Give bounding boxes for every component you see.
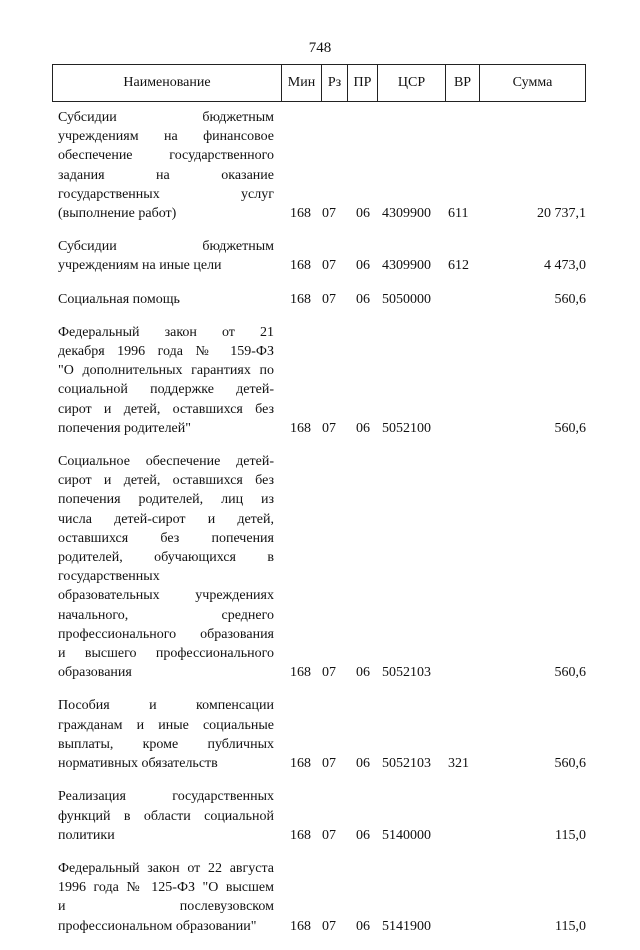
cell-csr: 4309900: [382, 258, 431, 274]
row-codes: [58, 754, 586, 773]
cell-min: 168: [290, 258, 311, 274]
table-header: [52, 64, 586, 102]
row-codes: [58, 290, 586, 309]
cell-min: 168: [290, 827, 311, 843]
cell-rz: 07: [322, 291, 336, 307]
row-name-line: сирот и детей, оставшихся без: [58, 401, 274, 417]
cell-csr: 5140000: [382, 827, 431, 843]
cell-min: 168: [290, 756, 311, 772]
row-name-line: государственных: [58, 569, 160, 585]
row-codes: [58, 917, 586, 936]
cell-sum: 4 473,0: [544, 258, 586, 274]
cell-sum: 560,6: [554, 291, 586, 307]
row-codes: [58, 204, 586, 223]
cell-csr: 5050000: [382, 291, 431, 307]
cell-csr: 5052100: [382, 420, 431, 436]
cell-vr: 321: [448, 756, 469, 772]
row-name-line: (выполнение работ): [58, 206, 177, 222]
row-codes: [58, 419, 586, 438]
row-name-line: 1996 года № 125-ФЗ "О высшем: [58, 880, 274, 896]
row-name-line: выплаты, кроме публичных: [58, 736, 274, 752]
row-name-line: образовательных учреждениях: [58, 588, 274, 604]
row-name-line: и послевузовском: [58, 899, 274, 915]
table-row: [58, 108, 586, 223]
table-row: [58, 787, 586, 845]
table-row: [58, 859, 586, 936]
header-pr: ПР: [348, 65, 378, 101]
cell-rz: 07: [322, 665, 336, 681]
row-name-line: политики: [58, 827, 115, 843]
cell-pr: 06: [356, 665, 370, 681]
header-min: Мин: [282, 65, 322, 101]
row-name-line: Федеральный закон от 22 августа: [58, 860, 274, 876]
cell-rz: 07: [322, 206, 336, 222]
row-name-line: Социальная помощь: [58, 291, 180, 307]
cell-sum: 20 737,1: [537, 206, 586, 222]
row-codes: [58, 663, 586, 682]
cell-min: 168: [290, 291, 311, 307]
cell-pr: 06: [356, 291, 370, 307]
row-name-line: Реализация государственных: [58, 789, 274, 805]
cell-pr: 06: [356, 827, 370, 843]
row-name-line: профессиональном образовании": [58, 918, 257, 934]
header-name: Наименование: [53, 65, 282, 101]
table-body: [58, 108, 586, 950]
cell-rz: 07: [322, 918, 336, 934]
table-row: [58, 452, 586, 682]
cell-pr: 06: [356, 918, 370, 934]
row-name-line: Субсидии бюджетным: [58, 110, 274, 125]
cell-pr: 06: [356, 420, 370, 436]
row-name-line: обеспечение государственного: [58, 148, 274, 164]
row-name-line: оставшихся без попечения: [58, 530, 274, 546]
cell-sum: 560,6: [554, 665, 586, 681]
cell-vr: 611: [448, 206, 469, 222]
row-name-line: учреждениям на финансовое: [58, 129, 274, 145]
row-name-line: Пособия и компенсации: [58, 698, 274, 714]
cell-rz: 07: [322, 756, 336, 772]
table-row: [58, 696, 586, 773]
table-row: [58, 290, 586, 309]
row-name-line: родителей, обучающихся в: [58, 550, 274, 566]
row-name-line: Субсидии бюджетным: [58, 239, 274, 255]
cell-sum: 115,0: [555, 918, 586, 934]
header-csr: ЦСР: [378, 65, 446, 101]
row-name-line: образования: [58, 665, 132, 681]
cell-min: 168: [290, 420, 311, 436]
cell-sum: 560,6: [554, 756, 586, 772]
row-name-line: "О дополнительных гарантиях по: [58, 363, 274, 379]
row-name-line: декабря 1996 года № 159-ФЗ: [58, 344, 274, 360]
header-vr: ВР: [446, 65, 480, 101]
table-row: [58, 237, 586, 275]
cell-sum: 560,6: [554, 420, 586, 436]
cell-rz: 07: [322, 827, 336, 843]
cell-min: 168: [290, 665, 311, 681]
row-name-line: нормативных обязательств: [58, 756, 218, 772]
table-row: [58, 323, 586, 438]
cell-min: 168: [290, 206, 311, 222]
row-name-line: государственных услуг: [58, 186, 274, 202]
row-name-line: профессионального образования: [58, 626, 274, 642]
cell-min: 168: [290, 918, 311, 934]
cell-pr: 06: [356, 258, 370, 274]
row-name-line: попечения родителей, лиц из: [58, 492, 274, 508]
cell-csr: 5052103: [382, 756, 431, 772]
cell-pr: 06: [356, 206, 370, 222]
row-codes: [58, 256, 586, 275]
row-name-line: сирот и детей, оставшихся без: [58, 473, 274, 489]
row-name-line: и высшего профессионального: [58, 646, 274, 662]
cell-rz: 07: [322, 420, 336, 436]
row-name-line: гражданам и иные социальные: [58, 717, 274, 733]
cell-sum: 115,0: [555, 827, 586, 843]
header-sum: Сумма: [512, 75, 553, 90]
cell-csr: 4309900: [382, 206, 431, 222]
page-number: 748: [308, 40, 332, 56]
row-name-line: учреждениям на иные цели: [58, 258, 222, 274]
row-name-line: Федеральный закон от 21: [58, 324, 274, 340]
row-name-line: социальной поддержке детей-: [58, 382, 274, 398]
row-name-line: Социальное обеспечение детей-: [58, 454, 274, 470]
row-codes: [58, 826, 586, 845]
row-name: [58, 452, 274, 682]
cell-csr: 5141900: [382, 918, 431, 934]
row-name-line: числа детей-сирот и детей,: [58, 511, 274, 527]
cell-rz: 07: [322, 258, 336, 274]
row-name-line: попечения родителей": [58, 420, 191, 436]
cell-csr: 5052103: [382, 665, 431, 681]
cell-pr: 06: [356, 756, 370, 772]
row-name-line: начального, среднего: [58, 607, 274, 623]
header-rz: Рз: [322, 65, 348, 101]
row-name-line: функций в области социальной: [58, 808, 274, 824]
cell-vr: 612: [448, 258, 469, 274]
row-name-line: задания на оказание: [58, 167, 274, 183]
